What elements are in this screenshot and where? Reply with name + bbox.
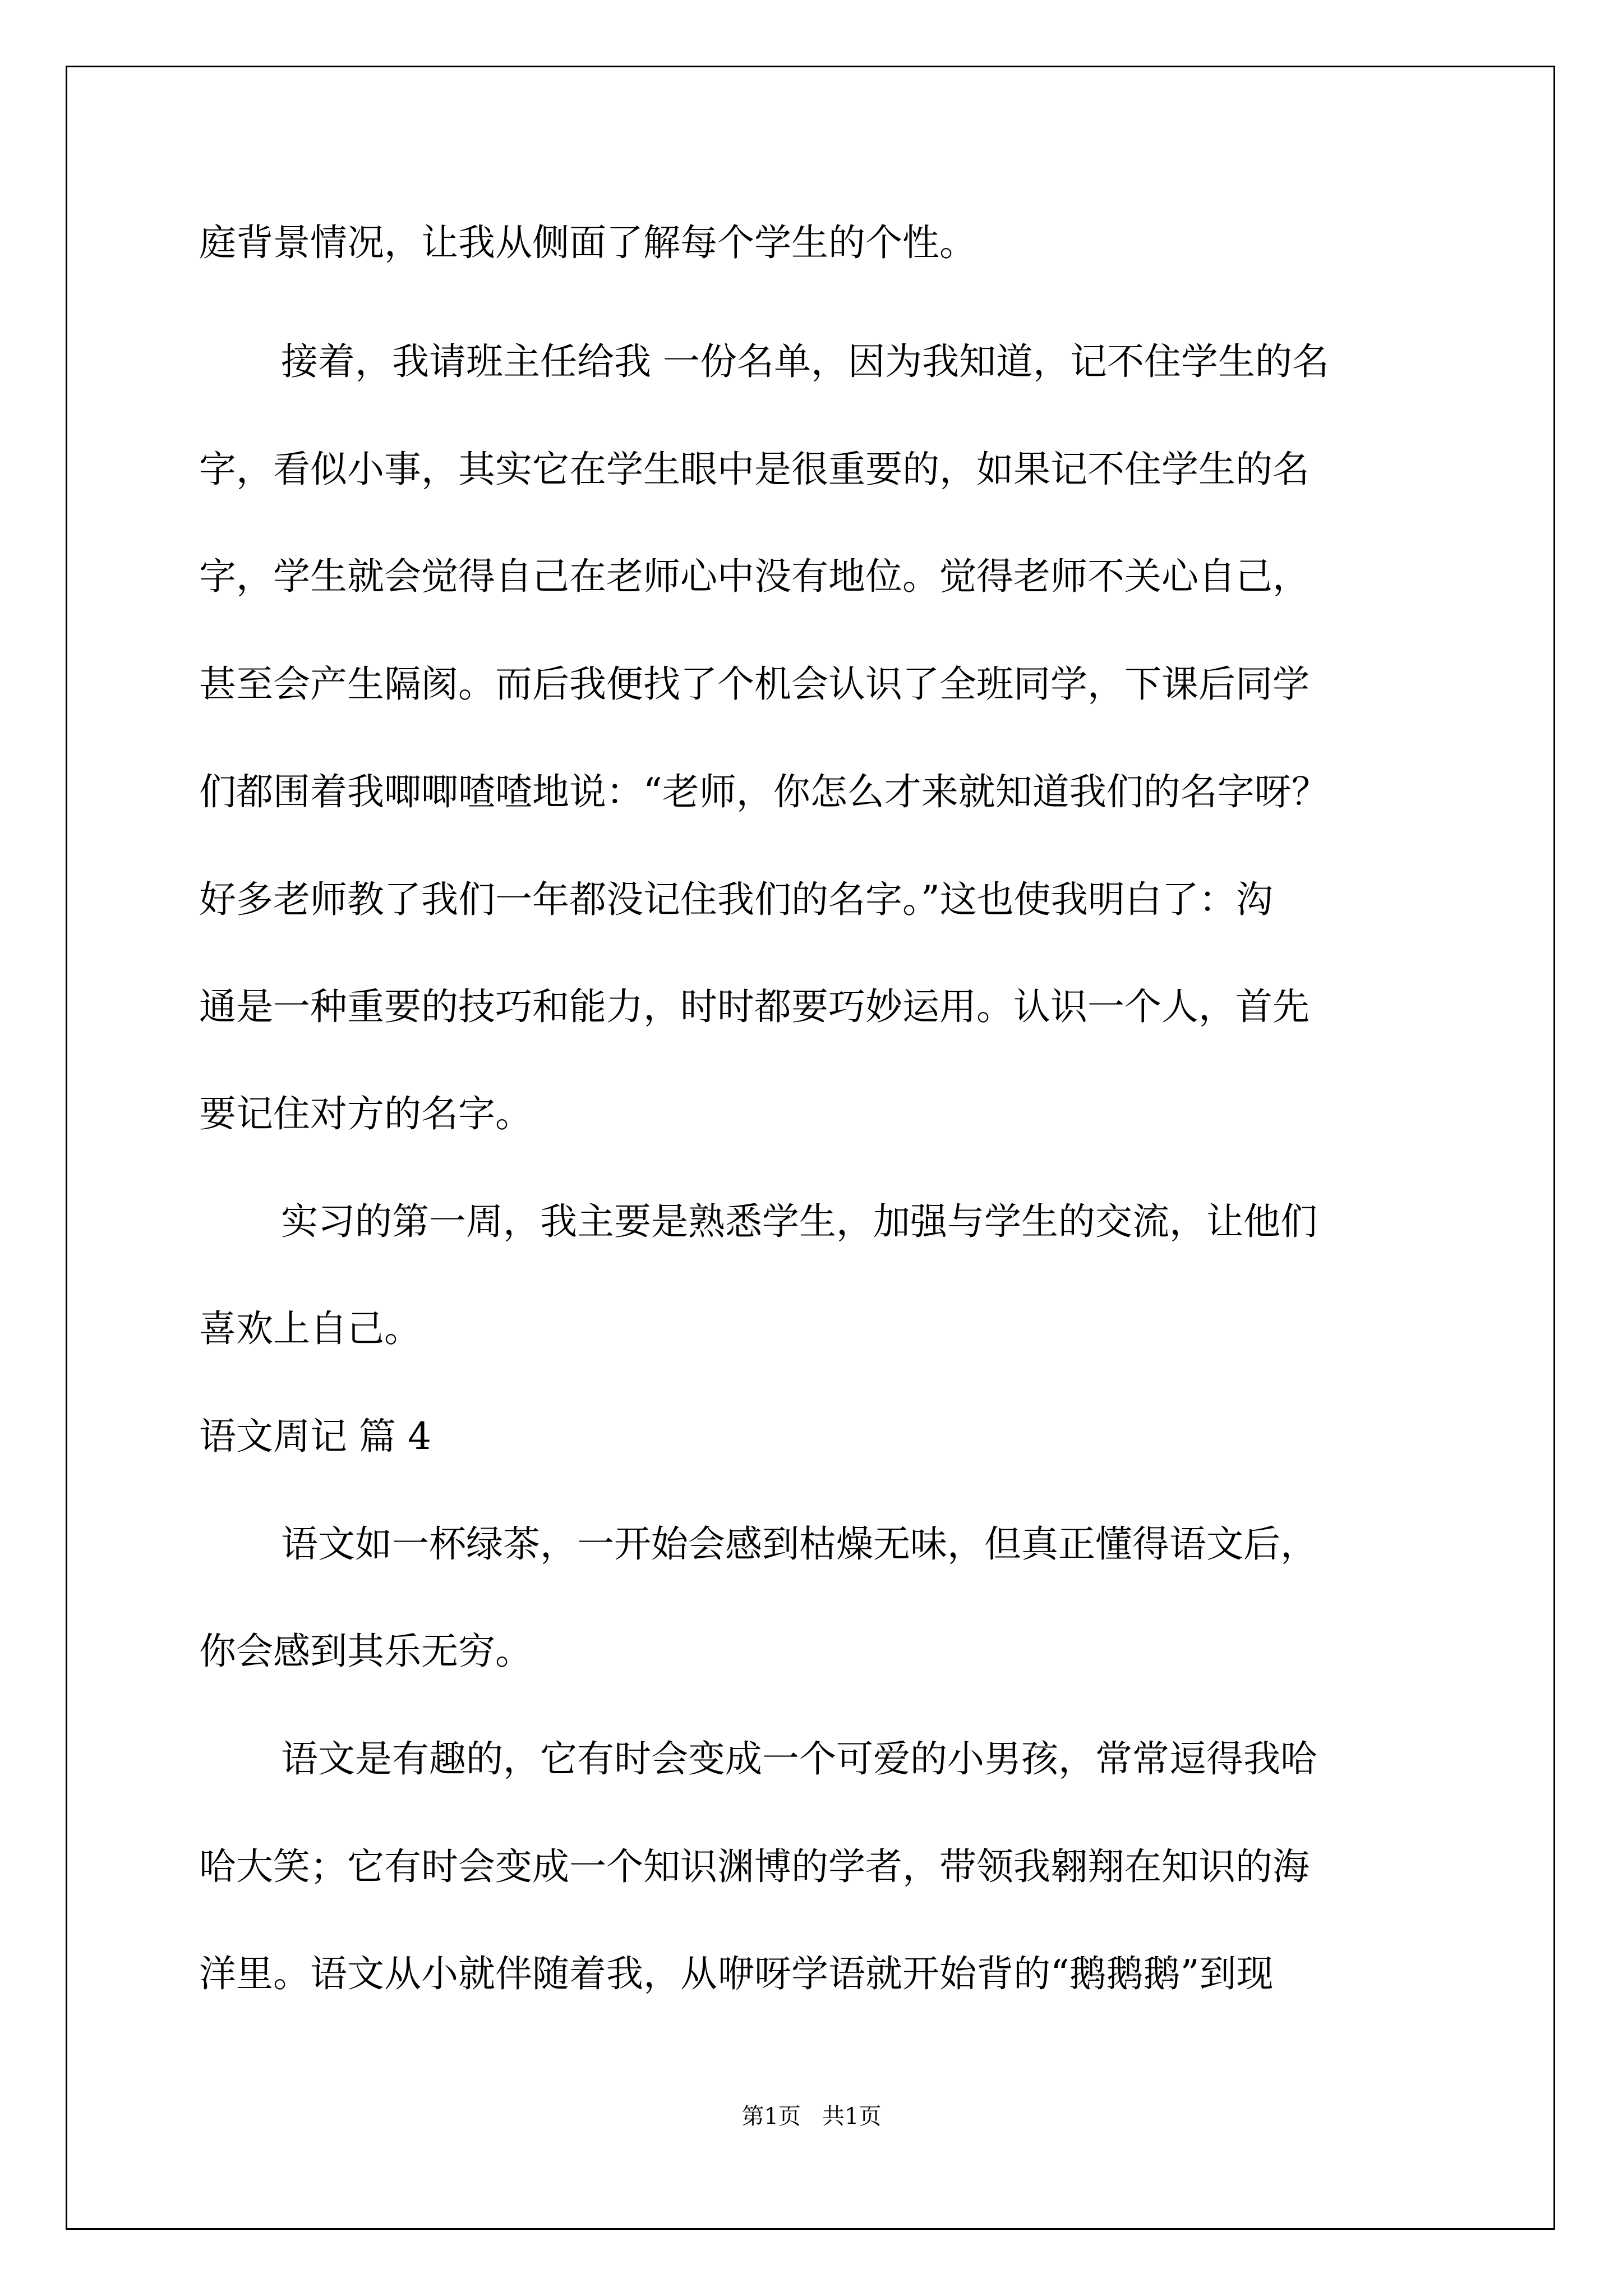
- paragraph-line: 们都围着我唧唧喳喳地说：“老师，你怎么才来就知道我们的名字呀？: [199, 770, 1329, 813]
- page-number-footer: 第1页 共1页: [741, 2104, 882, 2129]
- paragraph-line: 洋里。语文从小就伴随着我，从咿呀学语就开始背的“鹅鹅鹅”到现: [199, 1952, 1274, 1995]
- paragraph-line: 甚至会产生隔阂。而后我便找了个机会认识了全班同学，下课后同学: [199, 662, 1310, 706]
- paragraph-line: 语文如一杯绿茶，一开始会感到枯燥无味，但真正懂得语文后，: [281, 1522, 1317, 1566]
- paragraph-line: 接着，我请班主任给我 一份名单，因为我知道，记不住学生的名: [281, 340, 1329, 383]
- paragraph-line: 字，学生就会觉得自己在老师心中没有地位。觉得老师不关心自己，: [199, 555, 1310, 598]
- paragraph-line: 好多老师教了我们一年都没记住我们的名字。”这也使我明白了：沟: [199, 878, 1273, 921]
- paragraph-line: 字，看似小事，其实它在学生眼中是很重要的，如果记不住学生的名: [199, 448, 1310, 491]
- paragraph-line: 哈大笑；它有时会变成一个知识渊博的学者，带领我翱翔在知识的海: [199, 1845, 1310, 1888]
- paragraph-line: 通是一种重要的技巧和能力，时时都要巧妙运用。认识一个人，首先: [199, 985, 1310, 1028]
- paragraph-line: 要记住对方的名字。: [199, 1092, 532, 1135]
- paragraph-line: 喜欢上自己。: [199, 1307, 421, 1350]
- paragraph-line: 你会感到其乐无穷。: [199, 1630, 532, 1673]
- paragraph-line: 庭背景情况，让我从侧面了解每个学生的个性。: [199, 221, 976, 264]
- section-heading: 语文周记 篇 4: [199, 1415, 431, 1458]
- paragraph-line: 语文是有趣的，它有时会变成一个可爱的小男孩，常常逗得我哈: [281, 1737, 1317, 1780]
- page-border: [66, 66, 1555, 2230]
- paragraph-line: 实习的第一周，我主要是熟悉学生，加强与学生的交流，让他们: [281, 1200, 1317, 1243]
